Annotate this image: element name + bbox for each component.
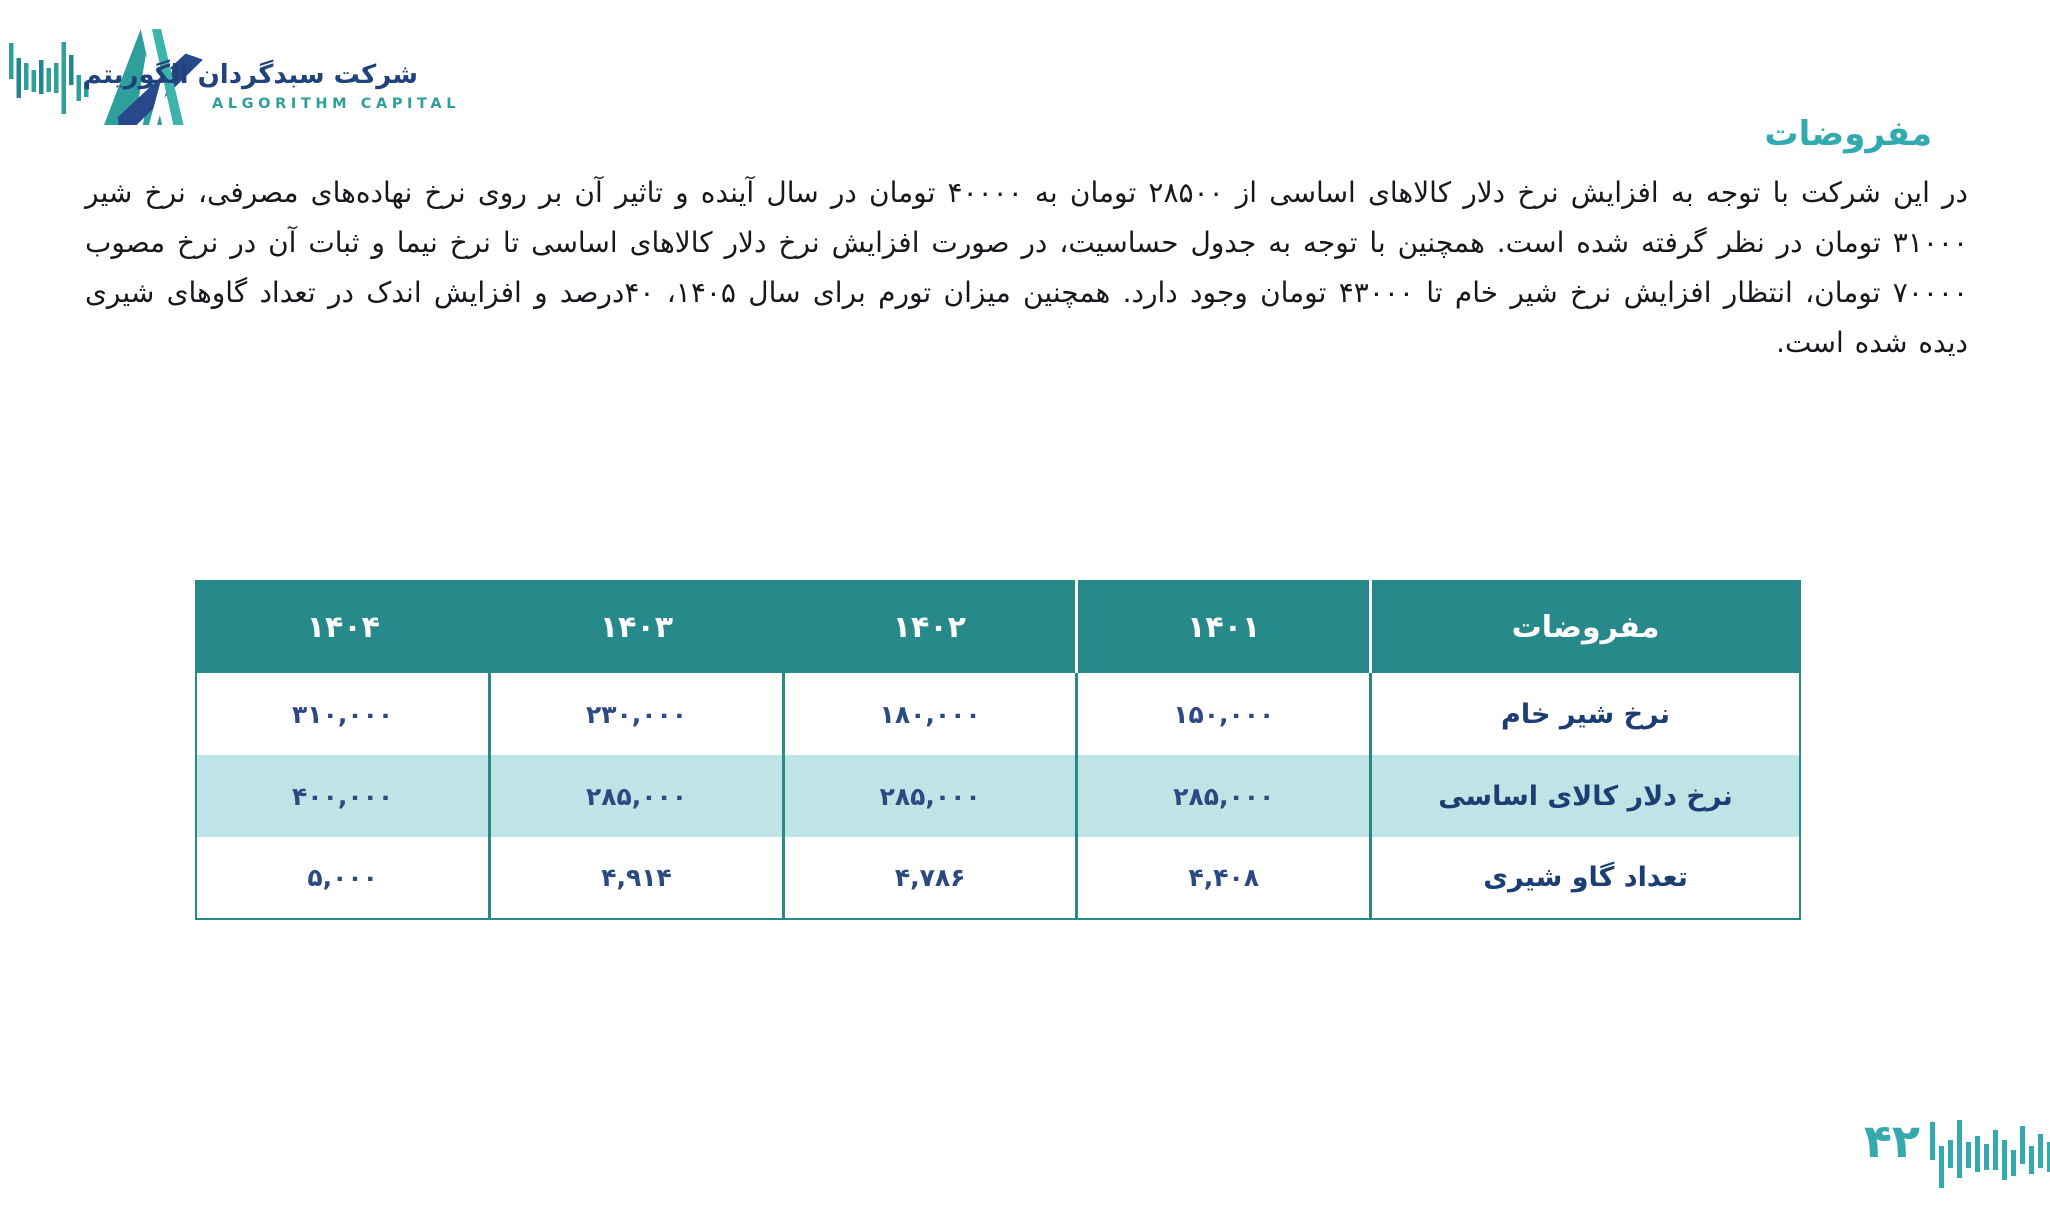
cell-1403: ۲۳۰,۰۰۰ (490, 673, 784, 755)
table-row-dairy-cow-count (196, 837, 1800, 919)
row-label: نرخ شیر خام (1371, 673, 1800, 755)
assumptions-table-container (195, 580, 1801, 920)
cell-1404: ۴۰۰,۰۰۰ (292, 781, 394, 811)
table-header-row (196, 581, 1800, 673)
col-header-1404: ۱۴۰۴ (196, 581, 490, 673)
cell-1403: ۲۸۵,۰۰۰ (490, 755, 784, 837)
cell-1403: ۴,۹۱۴ (490, 837, 784, 919)
footer-waveform-icon (1930, 1116, 2050, 1211)
waveform-icon (6, 30, 94, 122)
assumptions-paragraph: در این شرکت با توجه به افزایش نرخ دلار کالاهای اساسی از ۲۸۵۰۰ تومان به ۴۰۰۰۰ تومان در سال آینده و تاثیر آن بر روی نرخ نهاده‌های مصرفی، نرخ شیر ۳۱۰۰۰ تومان در نظر گرفته شده است. همچنین با توجه به جدول حساسیت، در صورت افزایش نرخ دلار کالاهای اساسی تا نرخ نیما و ثبات آن در نرخ مصوب ۷۰۰۰۰ تومان، انتظار افزایش نرخ شیر خام تا ۴۳۰۰۰ تومان وجود دارد. همچنین میزان تورم برای سال ۱۴۰۵، ۴۰درصد و افزایش اندک در تعداد گاوهای شیری دیده شده است. (85, 176, 1968, 359)
page-title: مفروضات (1764, 114, 1932, 154)
row-label: تعداد گاو شیری (1371, 837, 1800, 919)
cell-1401: ۲۸۵,۰۰۰ (1077, 755, 1371, 837)
cell-1404: ۵,۰۰۰ (307, 863, 378, 892)
assumptions-table (195, 580, 1801, 920)
table-row-raw-milk-price (196, 673, 1800, 755)
table-row-basic-goods-dollar-rate (196, 755, 1800, 837)
cell-1402: ۲۸۵,۰۰۰ (783, 755, 1077, 837)
brand-logo (6, 16, 461, 120)
page-number: ۴۲ (1863, 1114, 1920, 1168)
company-name-en: ALGORITHM CAPITAL (212, 96, 461, 112)
col-header-1403: ۱۴۰۳ (490, 581, 784, 673)
col-header-1401: ۱۴۰۱ (1077, 581, 1371, 673)
row-label: نرخ دلار کالای اساسی (1371, 755, 1800, 837)
cell-1401: ۱۵۰,۰۰۰ (1077, 673, 1371, 755)
cell-1401: ۴,۴۰۸ (1077, 837, 1371, 919)
cell-1404: ۳۱۰,۰۰۰ (292, 699, 394, 729)
cell-1402: ۱۸۰,۰۰۰ (783, 673, 1077, 755)
cell-1402: ۴,۷۸۶ (783, 837, 1077, 919)
col-header-1402: ۱۴۰۲ (783, 581, 1077, 673)
col-header-assumptions: مفروضات (1371, 581, 1800, 673)
company-name-fa: شرکت سبدگردان الگوریتم (82, 60, 418, 90)
brand-names (82, 58, 461, 112)
